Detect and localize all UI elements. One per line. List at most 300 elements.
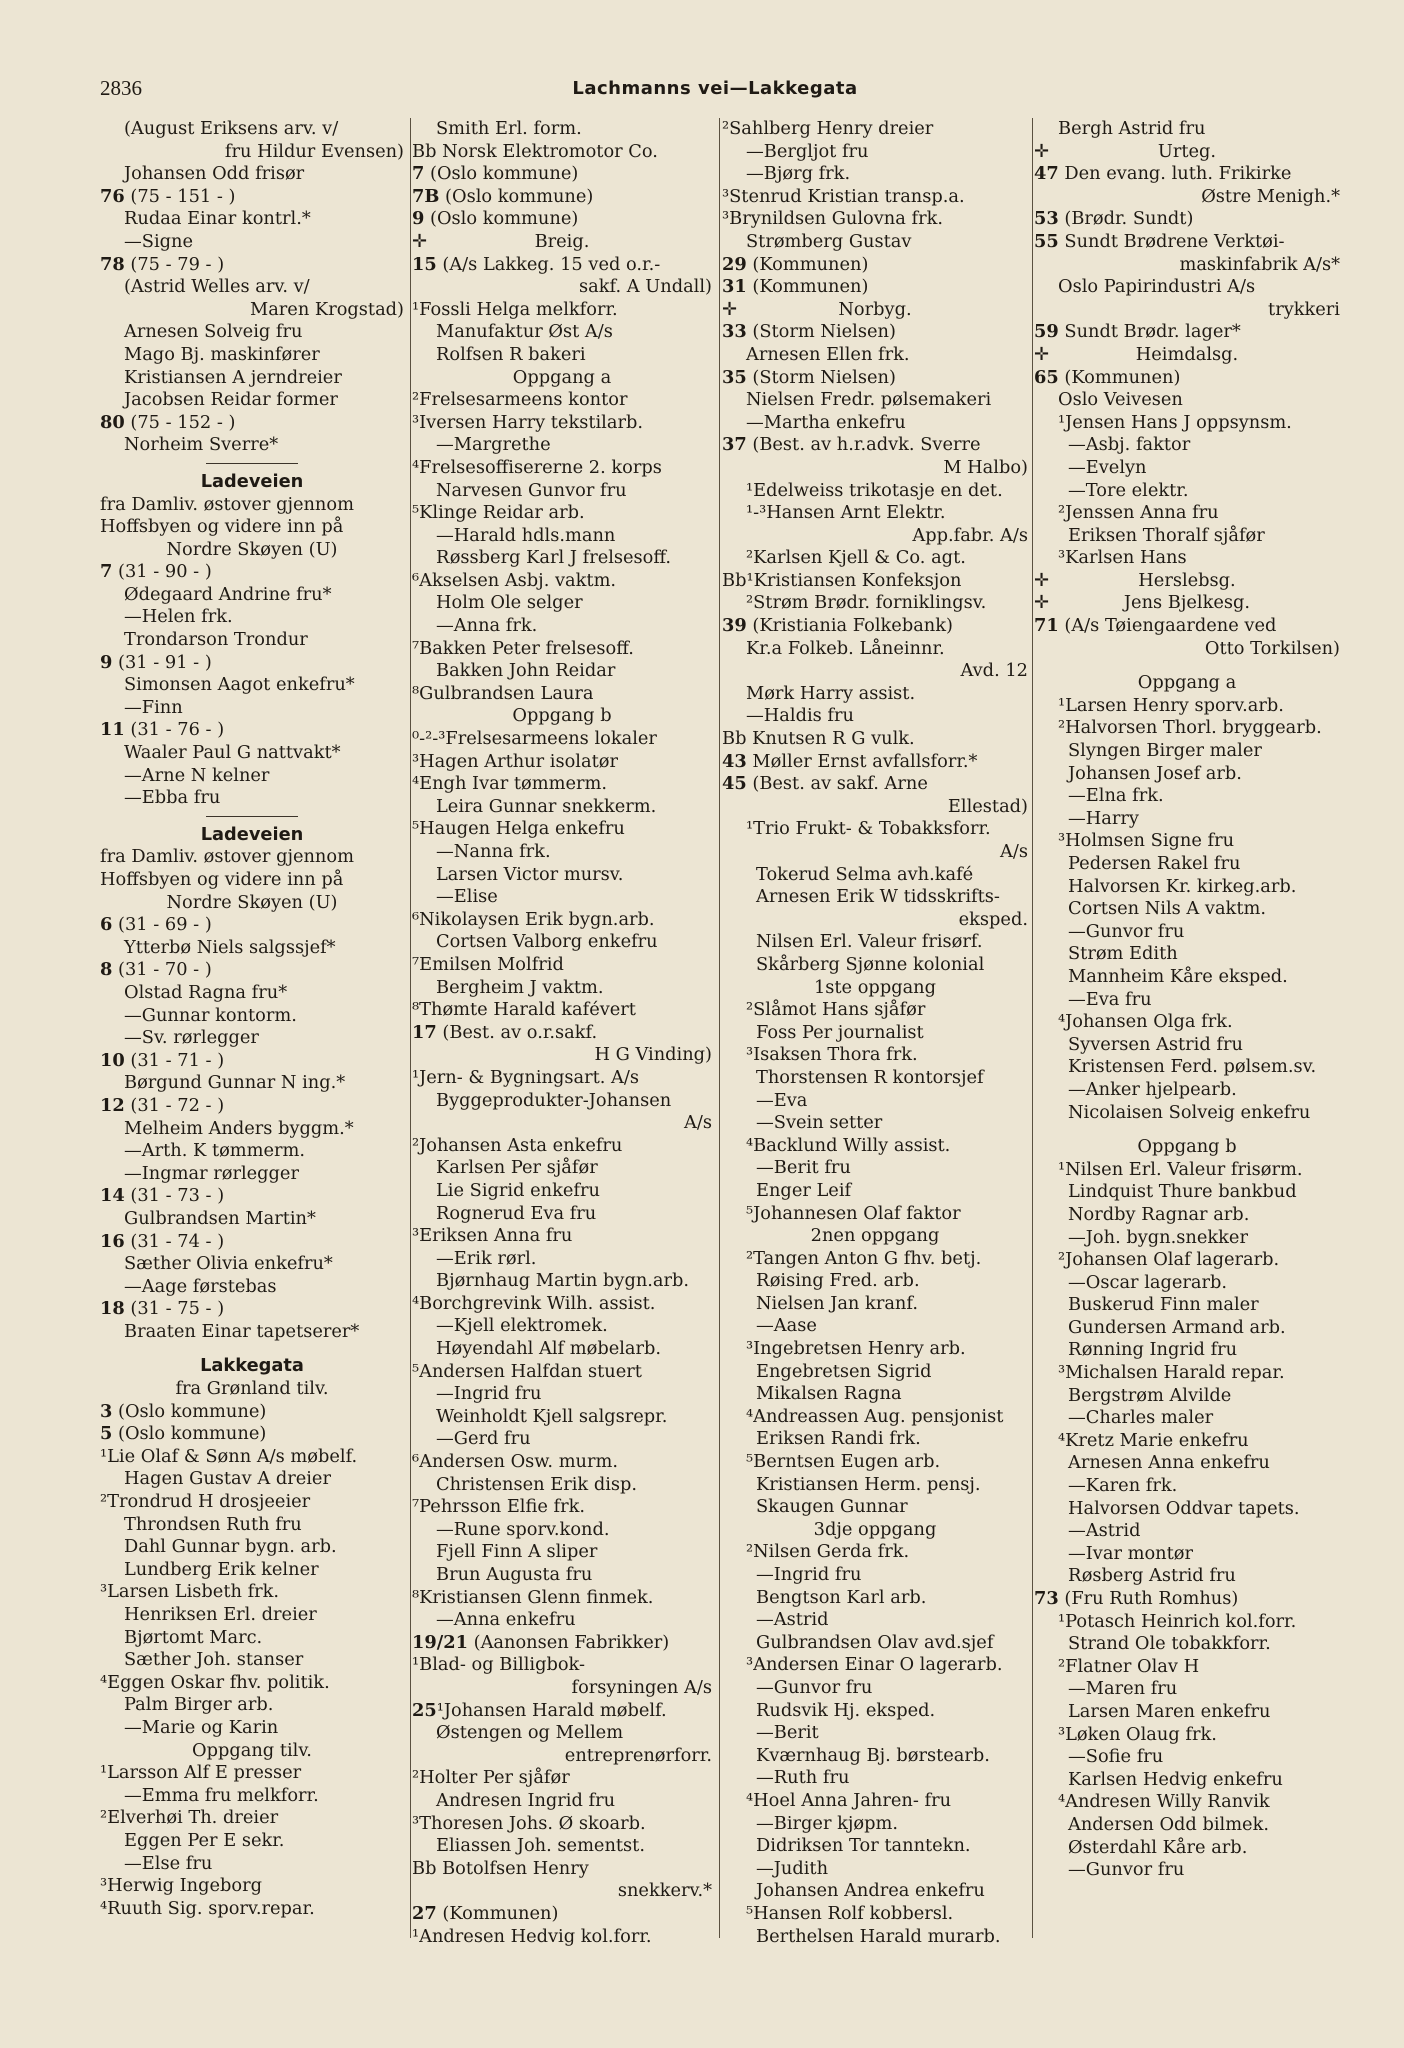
- directory-entry: [100, 231, 404, 254]
- entry-text: Oslo Veivesen: [1058, 389, 1183, 411]
- entry-text: Dahl Gunnar bygn. arb.: [124, 1536, 337, 1558]
- entry-text: —Anna frk.: [436, 615, 538, 637]
- entry-text: 1ste oppgang: [813, 976, 937, 998]
- entry-text: Weinholdt Kjell salgsrepr.: [436, 1405, 668, 1427]
- directory-entry: [722, 1067, 1028, 1090]
- stairwell-heading: [412, 367, 712, 390]
- entry-text: —Harald hdls.mann: [436, 524, 616, 546]
- stairwell-heading: [100, 1740, 404, 1763]
- stairwell-heading: [100, 539, 404, 562]
- cross-icon: ✛: [1034, 140, 1049, 162]
- entry-text: (Brødr. Sundt): [1058, 208, 1194, 230]
- directory-entry: [1034, 1034, 1340, 1057]
- entry-text: Oppgang b: [1137, 1136, 1237, 1158]
- cross-street: [1034, 570, 1340, 593]
- entry-text: ²Strøm Brødr. forniklingsv.: [746, 592, 987, 614]
- entry-text: sakf. A Undall): [579, 276, 712, 298]
- entry-text: Skaugen Gunnar: [756, 1496, 908, 1518]
- directory-entry: [412, 999, 712, 1022]
- directory-entry: [722, 1654, 1028, 1677]
- house-number-entry: [412, 254, 712, 277]
- entry-text: Cortsen Valborg enkefru: [436, 931, 658, 953]
- entry-text: Ellestad): [947, 795, 1028, 817]
- directory-entry: [722, 886, 1028, 909]
- entry-text: —Astrid: [756, 1609, 829, 1631]
- directory-entry: [722, 1135, 1028, 1158]
- directory-entry: [100, 869, 404, 892]
- entry-text: —Bjørg frk.: [746, 163, 851, 185]
- entry-text: ⁵Klinge Reidar arb.: [412, 502, 585, 524]
- stairwell-heading: [412, 705, 712, 728]
- entry-text: Ytterbø Niels salgssjef*: [124, 936, 336, 958]
- house-number: 8: [100, 959, 113, 981]
- directory-entry: [100, 1627, 404, 1650]
- directory-entry: [722, 1745, 1028, 1768]
- entry-text: —Karen frk.: [1068, 1475, 1178, 1497]
- house-number: 27: [412, 1902, 437, 1924]
- entry-text: snekkerv.*: [617, 1880, 712, 1902]
- house-number: 80: [100, 411, 125, 433]
- entry-text: ⁶Akselsen Asbj. vaktm.: [412, 569, 617, 591]
- cross-street: [412, 231, 712, 254]
- entry-text: ³Isaksen Thora frk.: [746, 1044, 918, 1066]
- directory-entry: [100, 1514, 404, 1537]
- directory-entry: [722, 1090, 1028, 1113]
- entry-text: Eliassen Joh. sementst.: [436, 1835, 645, 1857]
- directory-entry: [1034, 785, 1340, 808]
- directory-entry: [722, 163, 1028, 186]
- entry-text: ¹Lie Olaf & Sønn A/s møbelf.: [100, 1445, 358, 1467]
- directory-entry: [722, 818, 1028, 841]
- directory-entry: [100, 1785, 404, 1808]
- directory-entry: [412, 1745, 712, 1768]
- entry-text: Karlsen Per sjåfør: [436, 1157, 598, 1179]
- entry-text: Bb¹Kristiansen Konfeksjon: [722, 569, 962, 591]
- entry-text: Sundt Brødr. lager*: [1058, 321, 1241, 343]
- directory-entry: [1034, 1159, 1340, 1182]
- entry-text: ¹Larsson Alf E presser: [100, 1762, 302, 1784]
- directory-entry: [722, 389, 1028, 412]
- entry-text: Otto Torkilsen): [1204, 637, 1340, 659]
- directory-entry: [100, 389, 404, 412]
- entry-text: Norheim Sverre*: [124, 434, 279, 456]
- entry-text: ²Halvorsen Thorl. bryggearb.: [1058, 717, 1322, 739]
- directory-entry: [722, 1700, 1028, 1723]
- entry-text: —Eva: [756, 1089, 808, 1111]
- house-number: 37: [722, 434, 747, 456]
- directory-entry: [412, 570, 712, 593]
- house-number-entry: [1034, 231, 1340, 254]
- directory-entry: [412, 1157, 712, 1180]
- house-number-entry: [722, 434, 1028, 457]
- directory-entry: [1034, 1385, 1340, 1408]
- entry-text: Halvorsen Oddvar tapets.: [1068, 1497, 1300, 1519]
- column-divider: [719, 118, 720, 1938]
- directory-entry: [722, 931, 1028, 954]
- directory-entry: [1034, 1701, 1340, 1724]
- entry-text: ⁶Nikolaysen Erik bygn.arb.: [412, 908, 655, 930]
- directory-entry: [722, 954, 1028, 977]
- directory-entry: [722, 638, 1028, 661]
- entry-text: Mannheim Kåre eksped.: [1068, 965, 1288, 987]
- entry-text: —Nanna frk.: [436, 841, 551, 862]
- entry-text: Arnesen Solveig fru: [124, 321, 303, 343]
- entry-text: Ødegaard Andrine fru*: [124, 583, 332, 605]
- entry-text: Manufaktur Øst A/s: [436, 321, 613, 343]
- entry-text: Fjell Finn A sliper: [436, 1541, 598, 1563]
- directory-entry: [1034, 457, 1340, 480]
- directory-entry: [722, 728, 1028, 751]
- entry-text: ⁸Thømte Harald kafévert: [412, 999, 636, 1021]
- directory-entry: [100, 1005, 404, 1028]
- directory-entry: [722, 412, 1028, 435]
- directory-entry: [1034, 1407, 1340, 1430]
- entry-text: H G Vinding): [594, 1044, 712, 1066]
- entry-text: —Anna enkefru: [436, 1609, 576, 1631]
- entry-text: ¹Jern- & Bygningsart. A/s: [412, 1066, 639, 1088]
- house-number-entry: [722, 367, 1028, 390]
- entry-text: Kr.a Folkeb. Låneinnr.: [746, 637, 945, 659]
- page-header: [100, 76, 1330, 106]
- directory-entry: [722, 1451, 1028, 1474]
- section-divider: [100, 810, 404, 824]
- directory-entry: [412, 1564, 712, 1587]
- cross-street: [1034, 141, 1340, 164]
- entry-text: (August Eriksens arv. v/: [124, 118, 339, 139]
- entry-text: Byggeprodukter-Johansen: [436, 1089, 672, 1111]
- house-number-entry: [100, 1423, 404, 1446]
- entry-text: —Gunvor fru: [756, 1676, 873, 1698]
- entry-text: Hoffsbyen og videre inn på: [100, 869, 344, 890]
- house-number: 3: [100, 1400, 113, 1422]
- entry-text: (Oslo kommune): [424, 208, 579, 230]
- entry-text: —Ruth fru: [756, 1767, 850, 1789]
- house-number: 9: [412, 208, 425, 230]
- directory-entry: [722, 705, 1028, 728]
- house-number-entry: [412, 1632, 712, 1655]
- entry-text: ²Johansen Asta enkefru: [412, 1134, 623, 1156]
- directory-entry: [100, 367, 404, 390]
- directory-entry: [412, 841, 712, 864]
- entry-text: Engebretsen Sigrid: [756, 1360, 932, 1382]
- entry-text: Bakken John Reidar: [436, 660, 616, 682]
- entry-text: Palm Birger arb.: [124, 1694, 274, 1716]
- entry-text: Bergstrøm Alvilde: [1068, 1384, 1232, 1406]
- directory-entry: [1034, 118, 1340, 141]
- entry-text: Nicolaisen Solveig enkefru: [1068, 1101, 1311, 1123]
- directory-entry: [1034, 1837, 1340, 1860]
- entry-text: —Judith: [756, 1857, 829, 1879]
- column-divider: [1032, 118, 1033, 1938]
- spacer: [1034, 1124, 1340, 1136]
- entry-text: ⁴Engh Ivar tømmerm.: [412, 773, 607, 795]
- directory-entry: [722, 1790, 1028, 1813]
- directory-entry: [100, 1717, 404, 1740]
- entry-text: —Kjell elektromek.: [436, 1315, 608, 1337]
- house-number-entry: [722, 254, 1028, 277]
- directory-entry: [1034, 1565, 1340, 1588]
- entry-text: Didriksen Tor tanntekn.: [756, 1835, 971, 1857]
- entry-text: fru Hildur Evensen): [224, 140, 404, 162]
- directory-entry: [722, 1180, 1028, 1203]
- entry-text: ²Frelsesarmeens kontor: [412, 389, 628, 411]
- directory-entry: [722, 457, 1028, 480]
- entry-text: ⁴Andreassen Aug. pensjonist: [746, 1405, 1004, 1427]
- directory-entry: [100, 1208, 404, 1231]
- entry-text: ⁵Berntsen Eugen arb.: [746, 1451, 941, 1473]
- entry-text: (Kommunen): [1058, 366, 1181, 388]
- directory-entry: [1034, 1656, 1340, 1679]
- entry-text: Jens Bjelkesg.: [1123, 592, 1251, 614]
- directory-entry: [100, 321, 404, 344]
- entry-text: Oppgang a: [1137, 672, 1237, 694]
- entry-text: Halvorsen Kr. kirkeg.arb.: [1068, 875, 1297, 897]
- directory-entry: [412, 818, 712, 841]
- stairwell-heading: [722, 1225, 1028, 1248]
- entry-text: —Ingrid fru: [436, 1383, 542, 1405]
- entry-text: Tokerud Selma avh.kafé: [756, 863, 974, 885]
- entry-text: —Ingrid fru: [756, 1564, 862, 1585]
- entry-text: ⁷Bakken Peter frelsesoff.: [412, 637, 634, 659]
- directory-entry: [412, 118, 712, 141]
- entry-text: Herslebsg.: [1138, 569, 1236, 591]
- directory-entry: [412, 1338, 712, 1361]
- directory-entry: [1034, 989, 1340, 1012]
- directory-entry: [412, 909, 712, 932]
- entry-text: Maren Krogstad): [250, 298, 404, 320]
- directory-entry: [412, 389, 712, 412]
- directory-entry: [722, 1813, 1028, 1836]
- stairwell-heading: [1034, 1136, 1340, 1159]
- directory-entry: [412, 1180, 712, 1203]
- house-number-entry: [412, 1700, 712, 1723]
- directory-entry: [1034, 1814, 1340, 1837]
- entry-text: Slyngen Birger maler: [1068, 740, 1262, 762]
- house-number-entry: [412, 163, 712, 186]
- directory-entry: [412, 1790, 712, 1813]
- entry-text: Urteg.: [1157, 140, 1217, 162]
- house-number: 6: [100, 914, 113, 936]
- entry-text: —Aase: [756, 1315, 817, 1337]
- directory-entry: [1034, 966, 1340, 989]
- house-number-entry: [100, 561, 404, 584]
- entry-text: ⁶Andersen Osw. murm.: [412, 1451, 619, 1473]
- directory-entry: [1034, 876, 1340, 899]
- entry-text: ³Holmsen Signe fru: [1058, 830, 1235, 852]
- entry-text: Holm Ole selger: [436, 592, 583, 614]
- directory-entry: [722, 660, 1028, 683]
- entry-text: —Ebba fru: [124, 787, 221, 809]
- entry-text: —Gerd fru: [436, 1428, 531, 1450]
- entry-text: Nilsen Erl. Valeur frisørf.: [756, 931, 983, 953]
- directory-entry: [100, 1649, 404, 1672]
- directory-entry: [412, 299, 712, 322]
- entry-text: Gundersen Armand arb.: [1068, 1316, 1286, 1338]
- house-number-entry: [1034, 208, 1340, 231]
- house-number: 73: [1034, 1588, 1059, 1609]
- directory-entry: [1034, 830, 1340, 853]
- directory-entry: [1034, 1430, 1340, 1453]
- entry-text: Røising Fred. arb.: [756, 1270, 920, 1292]
- entry-text: Pedersen Rakel fru: [1068, 853, 1241, 874]
- directory-entry: [412, 1383, 712, 1406]
- directory-entry: [100, 1898, 404, 1921]
- entry-text: (Best. av o.r.sakf.: [436, 1021, 598, 1043]
- directory-entry: [1034, 1769, 1340, 1792]
- directory-entry: [412, 412, 712, 435]
- directory-entry: [722, 683, 1028, 706]
- entry-text: Andresen Ingrid fru: [436, 1789, 616, 1811]
- entry-text: ⁴Andresen Willy Ranvik: [1058, 1791, 1270, 1813]
- entry-text: ⁷Pehrsson Elfie frk.: [412, 1496, 586, 1518]
- entry-text: (75 - 79 - ): [124, 253, 225, 275]
- house-number: 7B: [412, 185, 440, 207]
- entry-text: —Arne N kelner: [124, 764, 270, 786]
- directory-entry: [412, 1112, 712, 1135]
- entry-text: ³Ingebretsen Henry arb.: [746, 1338, 966, 1360]
- entry-text: ¹Andresen Hedvig kol.forr.: [412, 1925, 652, 1947]
- stairwell-heading: [722, 1519, 1028, 1542]
- section-divider: [100, 457, 404, 471]
- directory-entry: [1034, 1181, 1340, 1204]
- directory-entry: [100, 344, 404, 367]
- entry-text: —Svein setter: [756, 1112, 883, 1134]
- directory-entry: [722, 1406, 1028, 1429]
- entry-text: eksped.: [958, 908, 1028, 930]
- house-number-entry: [1034, 367, 1340, 390]
- directory-entry: [100, 1559, 404, 1582]
- directory-entry: [412, 1203, 712, 1226]
- entry-text: Røsberg Astrid fru: [1068, 1565, 1236, 1587]
- directory-entry: [722, 344, 1028, 367]
- directory-entry: [1034, 1294, 1340, 1317]
- directory-entry: [412, 1474, 712, 1497]
- entry-text: ³Hagen Arthur isolatør: [412, 750, 618, 772]
- directory-entry: [100, 674, 404, 697]
- directory-entry: [1034, 740, 1340, 763]
- entry-text: Strand Ole tobakkforr.: [1068, 1633, 1271, 1655]
- entry-text: ⁴Johansen Olga frk.: [1058, 1011, 1233, 1033]
- entry-text: —Haldis fru: [746, 705, 854, 727]
- entry-text: ⁴Frelsesoffisererne 2. korps: [412, 456, 662, 478]
- entry-text: Norbyg.: [838, 298, 912, 320]
- house-number-entry: [100, 412, 404, 435]
- directory-entry: [1034, 1227, 1340, 1250]
- stairwell-heading: [1034, 672, 1340, 695]
- directory-entry: [100, 937, 404, 960]
- directory-entry: [412, 525, 712, 548]
- directory-entry: [1034, 1859, 1340, 1882]
- directory-entry: [412, 751, 712, 774]
- directory-entry: [722, 999, 1028, 1022]
- entry-text: ¹-³Hansen Arnt Elektr.: [746, 502, 946, 524]
- directory-entry: [100, 606, 404, 629]
- entry-text: ³Michalsen Harald repar.: [1058, 1362, 1285, 1384]
- house-number: 9: [100, 651, 113, 673]
- directory-entry: [100, 1672, 404, 1695]
- entry-text: Foss Per journalist: [756, 1021, 924, 1043]
- entry-text: ⁴Kretz Marie enkefru: [1058, 1429, 1249, 1451]
- entry-text: Breig.: [534, 230, 590, 252]
- directory-entry: [412, 1270, 712, 1293]
- directory-entry: [100, 629, 404, 652]
- directory-entry: [412, 1519, 712, 1542]
- entry-text: Sæther Joh. stanser: [124, 1649, 304, 1671]
- directory-entry: [1034, 1452, 1340, 1475]
- entry-text: (Kristiania Folkebank): [746, 615, 953, 637]
- entry-text: ²Karlsen Kjell & Co. agt.: [746, 547, 966, 569]
- house-number-entry: [100, 1185, 404, 1208]
- entry-text: Melheim Anders byggm.*: [124, 1117, 354, 1139]
- house-number-entry: [1034, 1588, 1340, 1611]
- entry-text: Olstad Ragna fru*: [124, 981, 288, 1003]
- entry-text: —Signe: [124, 230, 194, 252]
- entry-text: Oppgang a: [512, 366, 612, 388]
- directory-entry: [412, 931, 712, 954]
- entry-text: Nordre Skøyen (U): [166, 891, 338, 913]
- house-number: 39: [722, 615, 747, 637]
- directory-entry: [412, 1428, 712, 1451]
- entry-text: —Elise: [436, 886, 498, 908]
- column-divider: [410, 118, 411, 1938]
- entry-text: ¹Trio Frukt- & Tobakksforr.: [746, 818, 991, 840]
- directory-entry: [722, 592, 1028, 615]
- entry-text: ³Herwig Ingeborg: [100, 1875, 262, 1897]
- entry-text: Bjørnhaug Martin bygn.arb.: [436, 1270, 690, 1292]
- entry-text: ¹Fossli Helga melkforr.: [412, 298, 618, 320]
- entry-text: —Gunnar kontorm.: [124, 1004, 297, 1026]
- directory-entry: [412, 276, 712, 299]
- directory-entry: [412, 1722, 712, 1745]
- cross-icon: ✛: [722, 298, 737, 320]
- entry-text: (Oslo kommune): [424, 163, 579, 185]
- entry-text: Nordre Skøyen (U): [166, 538, 338, 560]
- entry-text: —Eva fru: [1068, 988, 1152, 1010]
- entry-text: maskinfabrik A/s*: [1179, 253, 1340, 275]
- directory-entry: [100, 1072, 404, 1095]
- entry-text: Rognerud Eva fru: [436, 1202, 597, 1224]
- entry-text: Buskerud Finn maler: [1068, 1294, 1259, 1316]
- directory-entry: [100, 1853, 404, 1876]
- entry-text: Rolfsen R bakeri: [436, 343, 586, 365]
- entry-text: Waaler Paul G nattvakt*: [124, 742, 341, 764]
- entry-text: ⁵Hansen Rolf kobbersl.: [746, 1902, 954, 1924]
- entry-text: Brun Augusta fru: [436, 1564, 593, 1585]
- house-number-entry: [100, 1401, 404, 1424]
- entry-text: Eriksen Randi frk.: [756, 1428, 921, 1450]
- entry-text: —Tore elektr.: [1068, 479, 1189, 501]
- directory-entry: [412, 660, 712, 683]
- entry-text: ⁵Andersen Halfdan stuert: [412, 1360, 642, 1382]
- directory-entry: [412, 344, 712, 367]
- directory-entry: [412, 773, 712, 796]
- house-number: 78: [100, 253, 125, 275]
- directory-entry: [722, 1293, 1028, 1316]
- entry-text: Strøm Edith: [1068, 943, 1178, 965]
- entry-text: Hoffsbyen og videre inn på: [100, 516, 344, 538]
- directory-entry: [100, 1446, 404, 1469]
- directory-entry: [1034, 1520, 1340, 1543]
- directory-entry: [1034, 943, 1340, 966]
- directory-entry: [100, 697, 404, 720]
- directory-entry: [722, 1926, 1028, 1949]
- entry-text: (Kommunen): [436, 1902, 559, 1924]
- house-number: 5: [100, 1423, 113, 1445]
- entry-text: Bjørtomt Marc.: [124, 1626, 263, 1648]
- house-number: 14: [100, 1185, 125, 1207]
- directory-entry: [722, 208, 1028, 231]
- directory-entry: [1034, 921, 1340, 944]
